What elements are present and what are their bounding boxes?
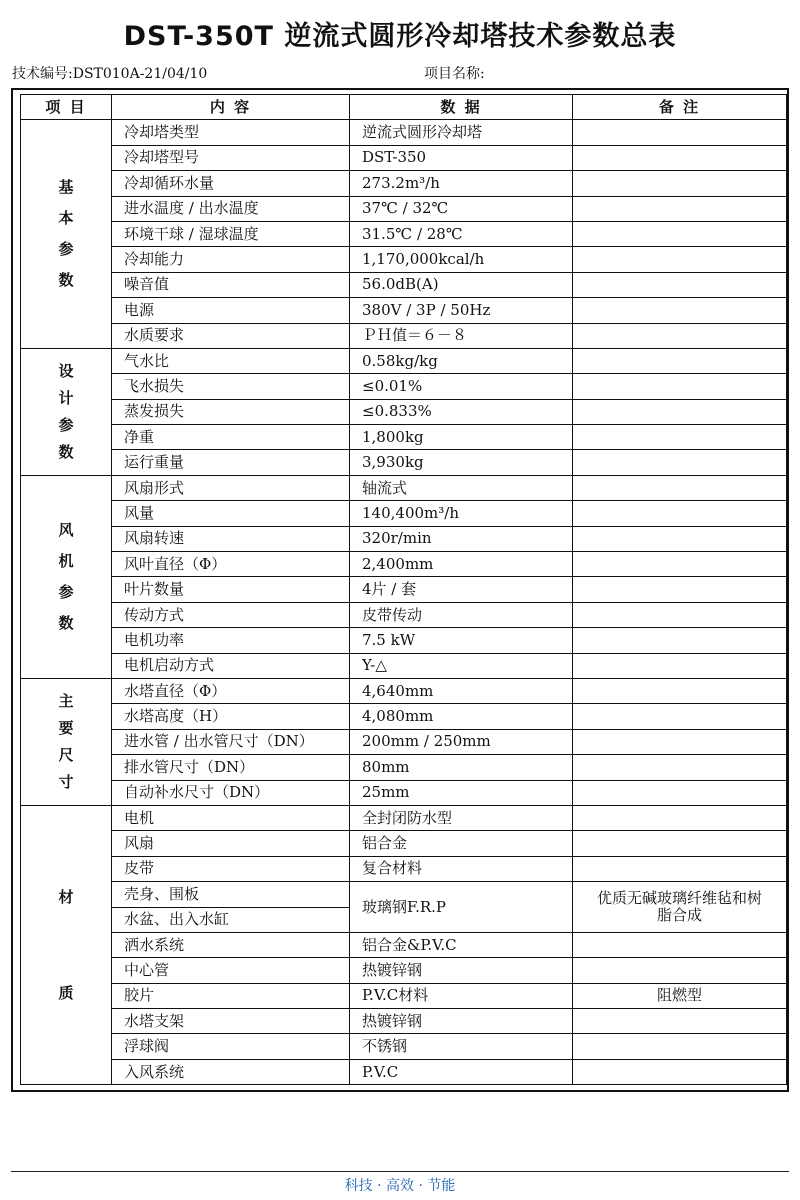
remark-cell [573, 526, 787, 551]
data-cell: Y-△ [350, 653, 573, 678]
table-row [21, 425, 787, 450]
remark-cell [573, 780, 787, 805]
section-label-char: 本 [58, 209, 74, 228]
content-cell: 风扇形式 [112, 475, 350, 500]
content-cell: 进水管 / 出水管尺寸（DN） [112, 729, 350, 754]
content-cell: 皮带 [112, 856, 350, 881]
content-cell: 水塔直径（Φ） [112, 678, 350, 703]
table-row [21, 526, 787, 551]
header-content: 内 容 [112, 95, 350, 120]
remark-cell [573, 958, 787, 983]
content-cell: 电机 [112, 805, 350, 830]
content-cell: 净重 [112, 425, 350, 450]
table-row [21, 856, 787, 881]
section-label-char: 参 [58, 415, 74, 434]
data-cell: 玻璃钢F.R.P [350, 882, 573, 933]
header-data: 数 据 [350, 95, 573, 120]
table-row [21, 450, 787, 475]
content-cell: 入风系统 [112, 1059, 350, 1084]
data-cell: 273.2m³/h [350, 171, 573, 196]
table-row [21, 374, 787, 399]
remark-cell [573, 704, 787, 729]
content-cell: 噪音值 [112, 272, 350, 297]
content-cell: 蒸发损失 [112, 399, 350, 424]
content-cell: 水盆、出入水缸 [112, 907, 350, 932]
data-cell: 7.5 kW [350, 628, 573, 653]
content-cell: 风扇转速 [112, 526, 350, 551]
data-cell: 全封闭防水型 [350, 805, 573, 830]
content-cell: 运行重量 [112, 450, 350, 475]
data-cell: 铝合金&P.V.C [350, 932, 573, 957]
table-row [21, 120, 787, 145]
footer-slogan: 科技 · 高效 · 节能 [344, 1178, 456, 1194]
data-cell: 3,930kg [350, 450, 573, 475]
remark-cell [573, 501, 787, 526]
table-row [21, 247, 787, 272]
content-cell: 水塔支架 [112, 1009, 350, 1034]
table-row [21, 704, 787, 729]
data-cell: 轴流式 [350, 475, 573, 500]
remark-cell [573, 729, 787, 754]
remark-cell [573, 145, 787, 170]
content-cell: 冷却塔类型 [112, 120, 350, 145]
data-cell: 4,080mm [350, 704, 573, 729]
content-cell: 排水管尺寸（DN） [112, 755, 350, 780]
remark-cell [573, 856, 787, 881]
data-cell: 4,640mm [350, 678, 573, 703]
table-row [21, 298, 787, 323]
section-label-char: 数 [58, 271, 74, 290]
section-label-char: 要 [58, 718, 74, 737]
content-cell: 冷却循环水量 [112, 171, 350, 196]
remark-cell [573, 628, 787, 653]
table-row [21, 958, 787, 983]
header-item: 项 目 [21, 95, 112, 120]
data-cell: 复合材料 [350, 856, 573, 881]
data-cell: 56.0dB(A) [350, 272, 573, 297]
table-row [21, 628, 787, 653]
section-label-char: 尺 [58, 745, 74, 764]
section-label [21, 475, 112, 678]
section-label-char: 数 [58, 442, 74, 461]
section-label-char: 质 [58, 983, 74, 1002]
page-title: DST-350T 逆流式圆形冷却塔技术参数总表 [123, 21, 677, 52]
data-cell: 热镀锌钢 [350, 958, 573, 983]
content-cell: 叶片数量 [112, 577, 350, 602]
table-row [21, 1034, 787, 1059]
remark-cell [573, 653, 787, 678]
data-cell: P.V.C [350, 1059, 573, 1084]
content-cell: 水塔高度（H） [112, 704, 350, 729]
remark-cell [573, 425, 787, 450]
spec-table-body [21, 120, 787, 1085]
data-cell: ≤0.01% [350, 374, 573, 399]
data-cell: 热镀锌钢 [350, 1009, 573, 1034]
remark-cell [573, 247, 787, 272]
remark-cell [573, 475, 787, 500]
data-cell: 不锈钢 [350, 1034, 573, 1059]
remark-cell [573, 374, 787, 399]
remark-cell [573, 221, 787, 246]
section-label-char: 基 [58, 178, 74, 197]
section-label-char: 参 [58, 582, 74, 601]
section-label [21, 678, 112, 805]
table-row [21, 145, 787, 170]
table-row [21, 755, 787, 780]
content-cell: 电源 [112, 298, 350, 323]
section-label-char: 机 [58, 551, 74, 570]
data-cell: 1,800kg [350, 425, 573, 450]
content-cell: 自动补水尺寸（DN） [112, 780, 350, 805]
table-row [21, 1059, 787, 1084]
remark-cell [573, 450, 787, 475]
table-row [21, 323, 787, 348]
table-row [21, 831, 787, 856]
remark-cell [573, 1009, 787, 1034]
spec-table [20, 94, 787, 1085]
table-row [21, 1009, 787, 1034]
data-cell: 皮带传动 [350, 602, 573, 627]
content-cell: 洒水系统 [112, 932, 350, 957]
section-label [21, 805, 112, 1084]
spec-sheet [11, 88, 789, 1092]
table-row [21, 348, 787, 373]
data-cell: 31.5℃ / 28℃ [350, 221, 573, 246]
remark-cell [573, 298, 787, 323]
remark-cell [573, 1034, 787, 1059]
content-cell: 电机启动方式 [112, 653, 350, 678]
project-name: 项目名称: [424, 66, 485, 82]
remark-cell [573, 1059, 787, 1084]
content-cell: 胶片 [112, 983, 350, 1008]
section-label-char: 风 [58, 520, 74, 539]
content-cell: 冷却塔型号 [112, 145, 350, 170]
table-row [21, 653, 787, 678]
table-row [21, 577, 787, 602]
content-cell: 进水温度 / 出水温度 [112, 196, 350, 221]
data-cell: 1,170,000kcal/h [350, 247, 573, 272]
data-cell: 4片 / 套 [350, 577, 573, 602]
data-cell: 140,400m³/h [350, 501, 573, 526]
table-row [21, 805, 787, 830]
data-cell: 200mm / 250mm [350, 729, 573, 754]
footer-divider [11, 1171, 789, 1172]
header-row [21, 95, 787, 120]
remark-cell [573, 932, 787, 957]
table-row [21, 475, 787, 500]
remark-cell [573, 805, 787, 830]
remark-cell [573, 552, 787, 577]
table-row [21, 729, 787, 754]
remark-cell [573, 755, 787, 780]
table-row [21, 678, 787, 703]
table-row [21, 272, 787, 297]
remark-cell [573, 678, 787, 703]
table-row [21, 501, 787, 526]
data-cell: DST-350 [350, 145, 573, 170]
data-cell: 逆流式圆形冷却塔 [350, 120, 573, 145]
header-remark: 备 注 [573, 95, 787, 120]
data-cell: 25mm [350, 780, 573, 805]
remark-cell [573, 120, 787, 145]
tech-number: 技术编号:DST010A-21/04/10 [12, 66, 208, 82]
table-row [21, 602, 787, 627]
content-cell: 传动方式 [112, 602, 350, 627]
remark-cell [573, 272, 787, 297]
section-label [21, 120, 112, 349]
content-cell: 电机功率 [112, 628, 350, 653]
content-cell: 冷却能力 [112, 247, 350, 272]
section-label-char: 参 [58, 240, 74, 259]
data-cell: ＰＨ值＝６－８ [350, 323, 573, 348]
table-row [21, 221, 787, 246]
table-row [21, 552, 787, 577]
content-cell: 气水比 [112, 348, 350, 373]
section-label [21, 348, 112, 475]
data-cell: ≤0.833% [350, 399, 573, 424]
table-row [21, 882, 787, 907]
table-row [21, 171, 787, 196]
table-row [21, 780, 787, 805]
section-label-char: 计 [58, 388, 74, 407]
remark-cell [573, 171, 787, 196]
remark-cell: 阻燃型 [573, 983, 787, 1008]
remark-cell [573, 577, 787, 602]
data-cell: 80mm [350, 755, 573, 780]
remark-cell: 优质无碱玻璃纤维毡和树脂合成 [573, 882, 787, 933]
content-cell: 飞水损失 [112, 374, 350, 399]
table-row [21, 196, 787, 221]
content-cell: 浮球阀 [112, 1034, 350, 1059]
content-cell: 中心管 [112, 958, 350, 983]
remark-cell [573, 348, 787, 373]
data-cell: 320r/min [350, 526, 573, 551]
section-label-char: 材 [58, 887, 74, 906]
content-cell: 环境干球 / 湿球温度 [112, 221, 350, 246]
data-cell: P.V.C材料 [350, 983, 573, 1008]
table-row [21, 932, 787, 957]
data-cell: 0.58kg/kg [350, 348, 573, 373]
remark-cell [573, 323, 787, 348]
section-label-char: 设 [58, 361, 74, 380]
remark-cell [573, 399, 787, 424]
remark-cell [573, 602, 787, 627]
remark-cell [573, 196, 787, 221]
remark-cell [573, 831, 787, 856]
content-cell: 壳身、围板 [112, 882, 350, 907]
section-label-char: 数 [58, 613, 74, 632]
table-row [21, 399, 787, 424]
content-cell: 风扇 [112, 831, 350, 856]
data-cell: 380V / 3P / 50Hz [350, 298, 573, 323]
section-label-char: 主 [58, 691, 74, 710]
section-label-char: 寸 [58, 772, 74, 791]
data-cell: 2,400mm [350, 552, 573, 577]
content-cell: 风叶直径（Φ） [112, 552, 350, 577]
data-cell: 37℃ / 32℃ [350, 196, 573, 221]
content-cell: 风量 [112, 501, 350, 526]
data-cell: 铝合金 [350, 831, 573, 856]
content-cell: 水质要求 [112, 323, 350, 348]
table-row [21, 983, 787, 1008]
